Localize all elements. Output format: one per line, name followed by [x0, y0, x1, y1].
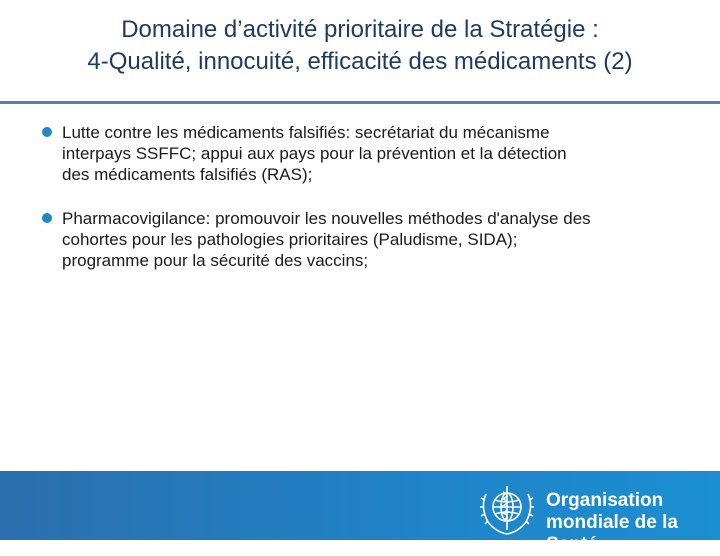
logo-line-2: mondiale de la Santé [546, 512, 678, 555]
logo-line-1: Organisation [546, 490, 664, 511]
bullet-dot-icon [42, 127, 52, 137]
bullet-2-line-3: programme pour la sécurité des vaccins; [62, 251, 369, 270]
title-divider [0, 101, 720, 104]
bullet-1-line-1: Lutte contre les médicaments falsifiés: secrétariat du mécanisme [62, 123, 550, 142]
slide-title-line-1: Domaine d’activité prioritaire de la Stratégie : [121, 16, 599, 43]
bullet-1-line-3: des médicaments falsifiés (RAS); [62, 165, 313, 184]
bullet-list [42, 122, 702, 294]
slide-title-line-2: 4-Qualité, innocuité, efficacité des médicaments (2) [87, 48, 633, 75]
slide-title [0, 14, 720, 78]
who-logo-text [546, 490, 720, 556]
bullet-1-line-2: interpays SSFFC; appui aux pays pour la prévention et la détection [62, 144, 567, 163]
bullet-dot-icon [42, 213, 52, 223]
bullet-item [42, 208, 702, 271]
who-emblem-icon [476, 480, 538, 538]
bullet-item [42, 122, 702, 185]
bullet-2-line-1: Pharmacovigilance: promouvoir les nouvelles méthodes d'analyse des [62, 209, 591, 228]
bullet-2-line-2: cohortes pour les pathologies prioritaires (Paludisme, SIDA); [62, 230, 518, 249]
